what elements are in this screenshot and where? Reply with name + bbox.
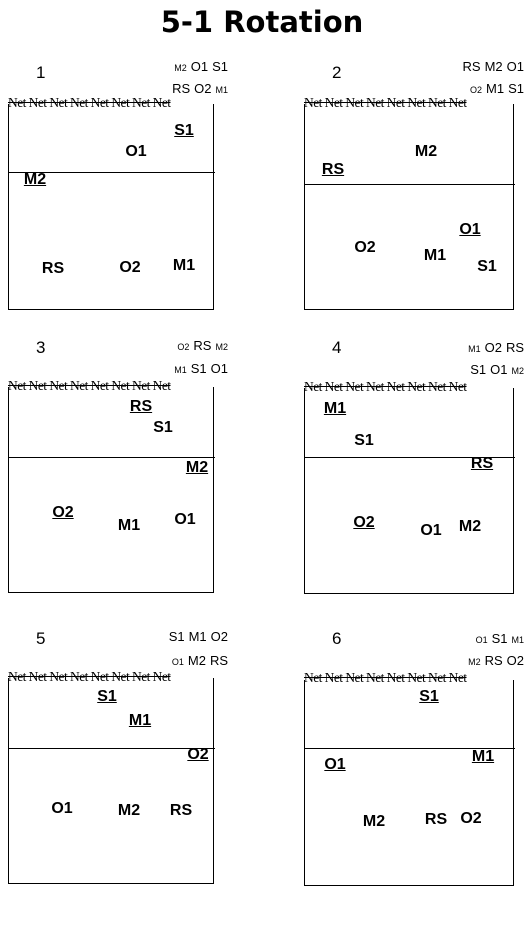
player-m2: M2 xyxy=(458,518,482,535)
rotation-order-bottom xyxy=(78,361,228,378)
order-item: M1 xyxy=(486,81,505,96)
net-label: Net Net Net Net Net Net Net Net xyxy=(8,95,171,110)
player-o2: O2 xyxy=(460,810,482,827)
player-s1: S1 xyxy=(174,122,194,139)
player-o1: O1 xyxy=(125,143,147,160)
rotation-5-panel xyxy=(8,629,228,929)
order-item: RS xyxy=(484,653,503,668)
rotation-order-bottom xyxy=(374,653,524,670)
order-item: O1 xyxy=(210,361,228,376)
rotation-number: 4 xyxy=(332,338,342,357)
rotation-order-top xyxy=(374,631,524,648)
order-item: RS xyxy=(462,59,481,74)
player-o1: O1 xyxy=(459,221,481,238)
order-item: O2 xyxy=(194,81,212,96)
player-o2: O2 xyxy=(354,239,376,256)
order-item: M2 xyxy=(468,657,481,667)
order-item: S1 xyxy=(508,81,524,96)
order-item: O2 xyxy=(210,629,228,644)
order-item: RS xyxy=(505,340,524,355)
player-rs: RS xyxy=(41,260,65,277)
player-m2: M2 xyxy=(117,802,141,819)
order-item: O2 xyxy=(470,85,483,95)
rotation-order-bottom xyxy=(78,653,228,670)
player-s1: S1 xyxy=(153,419,173,436)
court xyxy=(8,387,214,593)
court xyxy=(8,104,214,310)
net-label: Net Net Net Net Net Net Net Net xyxy=(304,379,467,394)
order-item: O2 xyxy=(177,342,190,352)
attack-line xyxy=(9,457,215,458)
player-rs: RS xyxy=(470,455,494,472)
player-rs: RS xyxy=(321,161,345,178)
attack-line xyxy=(9,748,215,749)
order-item: M1 xyxy=(468,344,481,354)
order-item: S1 xyxy=(212,59,228,74)
player-o1: O1 xyxy=(51,800,73,817)
player-o1: O1 xyxy=(324,756,346,773)
rotation-order-top xyxy=(374,59,524,75)
player-s1: S1 xyxy=(97,688,117,705)
order-item: O2 xyxy=(506,653,524,668)
page-title: 5-1 Rotation xyxy=(160,5,364,39)
rotation-order-top xyxy=(78,629,228,645)
order-item: M1 xyxy=(511,635,524,645)
net-label: Net Net Net Net Net Net Net Net xyxy=(304,95,467,110)
rotation-order-top xyxy=(78,338,228,355)
rotation-order-top xyxy=(374,340,524,357)
rotation-4-panel xyxy=(304,338,524,638)
net-label: Net Net Net Net Net Net Net Net xyxy=(304,670,467,685)
player-o2: O2 xyxy=(52,504,74,521)
player-o1: O1 xyxy=(420,522,442,539)
order-item: M2 xyxy=(187,653,206,668)
order-item: O1 xyxy=(190,59,209,74)
order-item: M2 xyxy=(484,59,503,74)
player-m1: M1 xyxy=(423,247,447,264)
player-m1: M1 xyxy=(128,712,152,729)
order-item: S1 xyxy=(190,361,207,376)
order-item: O1 xyxy=(506,59,524,74)
player-o2: O2 xyxy=(353,514,375,531)
rotation-3-panel xyxy=(8,338,228,638)
order-item: RS xyxy=(193,338,212,353)
player-s1: S1 xyxy=(354,432,374,449)
player-m2: M2 xyxy=(23,171,47,188)
rotation-number: 1 xyxy=(36,63,46,82)
rotation-order-bottom xyxy=(374,362,524,379)
player-s1: S1 xyxy=(477,258,497,275)
order-item: S1 xyxy=(470,362,487,377)
player-o2: O2 xyxy=(119,259,141,276)
player-rs: RS xyxy=(169,802,193,819)
order-item: S1 xyxy=(491,631,508,646)
player-rs: RS xyxy=(424,811,448,828)
order-item: M1 xyxy=(215,85,228,95)
player-o1: O1 xyxy=(174,511,196,528)
order-item: O1 xyxy=(475,635,488,645)
court xyxy=(8,678,214,884)
order-item: O1 xyxy=(490,362,508,377)
attack-line xyxy=(305,184,515,185)
order-item: M2 xyxy=(174,63,187,73)
net-label: Net Net Net Net Net Net Net Net xyxy=(8,669,171,684)
player-o2: O2 xyxy=(187,746,209,763)
court xyxy=(304,104,514,310)
order-item: O1 xyxy=(171,657,184,667)
order-item: M1 xyxy=(174,365,187,375)
court xyxy=(304,680,514,886)
player-m1: M1 xyxy=(323,400,347,417)
rotation-order-top xyxy=(78,59,228,76)
order-item: M2 xyxy=(215,342,228,352)
rotation-number: 3 xyxy=(36,338,46,357)
court xyxy=(304,388,514,594)
rotation-number: 6 xyxy=(332,629,342,648)
player-m2: M2 xyxy=(414,143,438,160)
net-label: Net Net Net Net Net Net Net Net xyxy=(8,378,171,393)
order-item: O2 xyxy=(484,340,502,355)
order-item: S1 xyxy=(168,629,185,644)
rotation-2-panel xyxy=(304,59,524,363)
rotation-6-panel xyxy=(304,629,524,929)
player-s1: S1 xyxy=(419,688,439,705)
rotation-number: 2 xyxy=(332,63,342,82)
order-item: RS xyxy=(172,81,191,96)
player-m1: M1 xyxy=(117,517,141,534)
order-item: M2 xyxy=(511,366,524,376)
player-m2: M2 xyxy=(185,459,209,476)
rotation-number: 5 xyxy=(36,629,46,648)
rotation-1-panel xyxy=(8,59,228,363)
player-m1: M1 xyxy=(471,748,495,765)
player-rs: RS xyxy=(129,398,153,415)
order-item: M1 xyxy=(188,629,207,644)
player-m1: M1 xyxy=(172,257,196,274)
order-item: RS xyxy=(209,653,228,668)
player-m2: M2 xyxy=(362,813,386,830)
